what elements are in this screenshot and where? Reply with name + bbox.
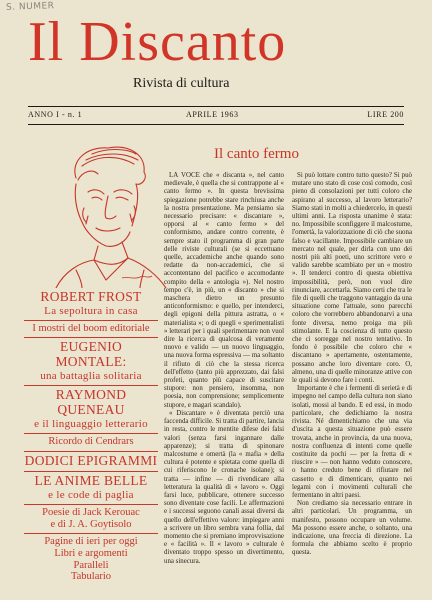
index-line: Pagine di ieri per oggi [44, 536, 138, 548]
article-title: Il canto fermo [214, 146, 299, 162]
issue-price: LIRE 200 [367, 110, 404, 119]
top-rule [28, 106, 404, 107]
article-paragraph: Si può lottare contro tutto questo? Si può mutare uno stato di cose così comodo, così pieno di consolazioni per tutti coloro che aspirano al successo, al lavoro letterario? Siamo stati in molti a chiedercelo, in questi ultimi anni. La risposta unanime è stata: no. Impossibile sconfiggere il malcostume, l'omertà, la valorizzazione di ciò che suona falso e vacillante. Impossibile cambiare un mercato nel quale, per dirla con uno dei nostri più alti poeti, uno scrittore vero e valido sarebbe scambiato per un « mostro ». Il tenderci contro di questa obiettiva impossibilità, però, non vuol dire rinunciare, accettarla. Siamo certi che tra le file di quelli che traggono vantaggio da una situazione come l'attuale, sono parecchi coloro che vorrebbero abbandonarvi a una fonte diversa, nemo proiga ma più stimolante. E la coscienza di tutto questo che ci sorregge nel nostro tentativo. In fondo è possibile che coloro che « discantano » apertamente, ostentamente, possano anche loro diventare coro. O, almeno, una di quelle minoranze attive con le quali si devono fare i conti. [292, 172, 412, 385]
article-paragraph: LA VOCE che « discanta », nel canto medievale, è quella che si contrappone al « canto fermo ». In questa brevissima spiegazione potrebbe stare rinchiusa anche la nostra presentazione. Ma pensiamo sia necessario precisare: « discantare », opporsi al « canto fermo » del conformismo, andare contro corrente, è sempre stato il programma di gran parte delle riviste culturali (se si eccettuano quelle, accademiche anche quando sono redatte da non-accademici, che si accontentano del pacifico e accomodante compito della « antologia »). Nel nostro tempo c'è, in più, un « discanto » che si maschera dietro un presunto anticonformismo: e quello, per intenderci, degli epigoni della pittura astratta, o « materialista »; o di quegli « sperimentalisti » letterari per i quali sperimentare non vuol dire la ricerca di qualcosa di veramente nuovo e valido — un nuovo linguaggio, una nuova forma espressiva — ma soltanto il rifiuto di ciò che la stessa ricerca dell'effetto (tanto più apprezzato, dai falsi profeti, quanto più capace di suscitare stupore: non pensiero, insomma, non poesia, non comprensione; semplicemente stupore, e magari scandalo). [164, 172, 284, 409]
index-line: RAYMOND QUENEAU [55, 387, 127, 418]
info-rule [28, 124, 404, 125]
index-line: e il linguaggio letterario [34, 417, 148, 430]
contents-index [24, 288, 158, 586]
index-line: Poesie di Jack Kerouac [42, 507, 140, 519]
index-item [24, 321, 158, 339]
portrait-illustration [36, 138, 168, 288]
index-item [24, 434, 158, 452]
article-paragraph: « Discantare » è diventata perciò una faccenda difficile. Si tratta di partire, lancia in resta, contro le mentite difese dei falsi valori (senza farsi ingannare dalle apparenze); si tratta di spinonare malcostume e omertà (la « mafia » della cultura è potente e spietata come quella di cui riferiscono le cronache isolane); si tratta — infine — di rivendicare alla letteratura la qualità di « lavoro ». Oggi farsi luce, pubblicare, ottenere successo sono diventate cose facili. Le affermazioni e i successi seguono canali assai diversi da quello dell'effettivo valore: impiegare anni a scrivere un libro sembra vana follia, dal momento che si premiano improvvisazione e « facilità ». Il « lavoro » culturale è diventato troppo spesso un divertimento, una sinecura. [164, 409, 284, 565]
pencil-note: S. NUMER [5, 1, 55, 13]
index-item [24, 534, 158, 585]
article-column-right [292, 172, 412, 584]
index-item [24, 472, 158, 505]
index-line: e le code di paglia [48, 489, 134, 502]
index-line: e di J. A. Goytisolo [50, 518, 132, 530]
index-item [24, 288, 158, 321]
index-line: Paralleli [73, 559, 109, 571]
index-item [24, 386, 158, 434]
masthead-title: Il Discanto [28, 11, 287, 73]
index-line: Tabulario [70, 571, 112, 583]
index-line: ROBERT FROST [40, 289, 142, 304]
index-line: una battaglia solitaria [40, 370, 142, 383]
index-line: EUGENIO MONTALE: [55, 339, 127, 370]
index-item [24, 452, 158, 473]
issue-date: APRILE 1963 [186, 110, 239, 119]
issue-number: ANNO I - n. 1 [28, 110, 83, 119]
article-column-left [164, 172, 284, 584]
index-item [24, 505, 158, 534]
index-line: La sepoltura in casa [44, 304, 138, 317]
article-paragraph: Non crediamo sia necessario entrare in altri particolari. Un programma, un manifesto, possono occupare un volume. Ma possono essere anche, o soltanto, una indicazione, una freccia di direzione. La formula che abbiamo scelto è proprio questa. [292, 500, 412, 557]
index-line: I mostri del boom editoriale [32, 322, 150, 334]
masthead-subtitle: Rivista di cultura [133, 76, 230, 91]
index-line: DODICI EPIGRAMMI [24, 452, 158, 468]
issue-info-bar [28, 110, 404, 122]
index-line: Ricordo di Cendrars [48, 436, 134, 448]
index-line: LE ANIME BELLE [34, 473, 148, 489]
article-paragraph: Importante è che i fermenti di serietà e di impegno nel campo della cultura non siano isolati, mossi al bando. E ed essi, in modo particolare, che dedichiamo la nostra rivista. Né dimentichiamo che una via d'uscita a questa situazione può essere trovata, anche in provincia, da una nuova, nostra confluenza di intenti come quelle costituite da pochi — per la fretta di « riuscire » — non hanno veduto conoscere, o hanno creduto bene di rifiutare nel cassetto e di dimenticare, quanto nei legami con i movimenti culturali che fermentano in altri paesi. [292, 385, 412, 499]
index-line: Libri e argomenti [54, 548, 128, 560]
index-item [24, 338, 158, 386]
